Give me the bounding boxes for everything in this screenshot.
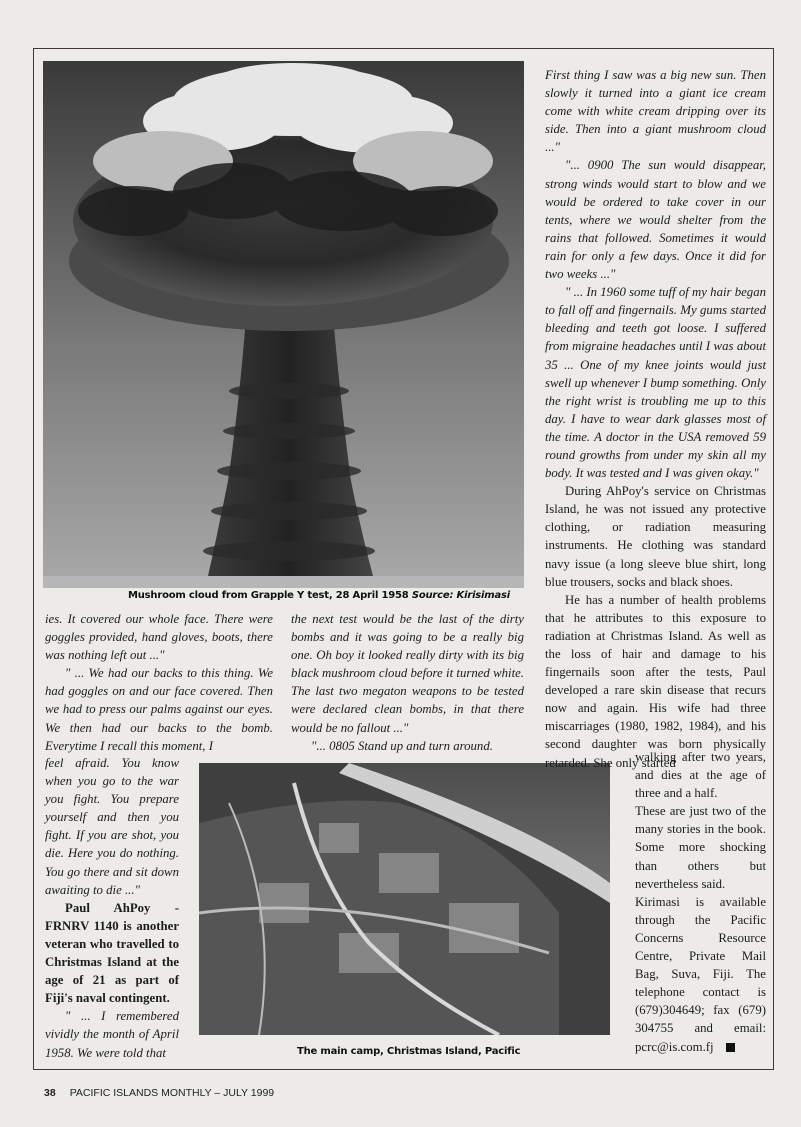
photo-caption-camp: The main camp, Christmas Island, Pacific [297, 1046, 521, 1057]
column-1 [45, 610, 273, 755]
col1-para-5: " ... I remembered vividly the month of April 1958. We were told that [45, 1009, 179, 1060]
main-camp-photo [199, 763, 610, 1035]
caption-source: Source: Kirisimasi [411, 590, 511, 601]
col1-para-2: " ... We had our backs to this thing. We had goggles on and our face covered. Then we had to press our palms against our eyes. We then had our backs to the bomb. Everytime I recall this moment, I [45, 666, 273, 753]
col3-para-5: He has a number of health problems that he attributes to this exposure to radiation at Christmas Island. As well as the loss of hair and damage to his fingernails soon after the tests, Paul developed a rare skin disease that recurs now and again. His wife had three miscarriages (1980, 1982, 1984), and his second daughter was born physically retarded. She only started [545, 592, 766, 770]
column-2 [291, 610, 524, 755]
page-footer [44, 1087, 274, 1099]
col1-para-4: Paul AhPoy - FRNRV 1140 is another veteran who travelled to Christmas Island at the age of 21 as part of Fiji's naval contingent. [45, 900, 179, 1006]
col3-para-2: "... 0900 The sun would disappear, strong winds would start to blow and we would be ordered to take cover in our tents, where we would shelter from the rains that followed. Sometimes it would rain for only a few days. Once it did for two weeks ..." [545, 158, 766, 282]
column-3-wrap [635, 748, 766, 1056]
col3-para-1: First thing I saw was a big new sun. Then slowly it turned into a giant ice cream come with white cream dripping over its side. Then into a giant mushroom cloud ..." [545, 68, 766, 155]
col1-para-1: ies. It covered our whole face. There were goggles provided, hand gloves, boots, there was nothing left out ..." [45, 612, 273, 663]
mushroom-cloud-image [43, 61, 524, 588]
end-of-article-mark [726, 1043, 735, 1052]
publication-title: PACIFIC ISLANDS MONTHLY – JULY 1999 [69, 1087, 275, 1099]
mushroom-cloud-photo [43, 61, 524, 588]
col3-para-7: These are just two of the many stories in the book. Some more shocking than others but nevertheless said. [635, 804, 766, 891]
caption-main: Mushroom cloud from Grapple Y test, 28 April 1958 [128, 590, 409, 601]
col2-para-2: "... 0805 Stand up and turn around. [311, 738, 493, 753]
column-1-wrap [45, 754, 179, 1062]
col3-para-8 [635, 893, 766, 1056]
col3-para-8-text: Kirimasi is available through the Pacific Concerns Resource Centre, Private Mail Bag, Suva, Fiji. The telephone contact is (679)304649; fax (679) 304755 and email: pcrc@is.com.fj [635, 894, 766, 1054]
column-3 [545, 66, 766, 772]
aerial-camp-image [199, 763, 610, 1035]
photo-caption-mushroom [128, 590, 510, 601]
col1-para-3: feel afraid. You know when you go to the war you fight. You prepare yourself and then you fight. If you are shot, you die. Here you do nothing. You go there and sit down awaiting to die ..." [45, 756, 179, 897]
col3-para-3: " ... In 1960 some tuff of my hair began to fall off and fingernails. My gums started bleeding and teeth got loose. I suffered from migraine headaches until I was about 35 ... One of my knee joints would just swell up whenever I bump something. Only the right wrist is troubling me up to this day. I have to wear dark glasses most of the time. A doctor in the USA removed 59 round growths from under my skin all my body. It was tested and I was given okay." [545, 285, 766, 481]
col3-para-4: During AhPoy's service on Christmas Island, he was not issued any protective clothing, or radiation measuring instruments. He clothing was standard navy issue (a long sleeve blue shirt, long blue trousers, socks and black shoes. [545, 484, 766, 589]
col3-para-6: walking after two years, and dies at the age of three and a half. [635, 750, 766, 801]
page-number: 38 [44, 1087, 56, 1099]
col2-para-1: the next test would be the last of the dirty bombs and it was going to be a really big one. Oh boy it looked really dirty with its big black mushroom cloud before it turned white. The last two megaton weapons to be tested were declared clean bombs, in that there would be no fallout ..." [291, 612, 524, 735]
